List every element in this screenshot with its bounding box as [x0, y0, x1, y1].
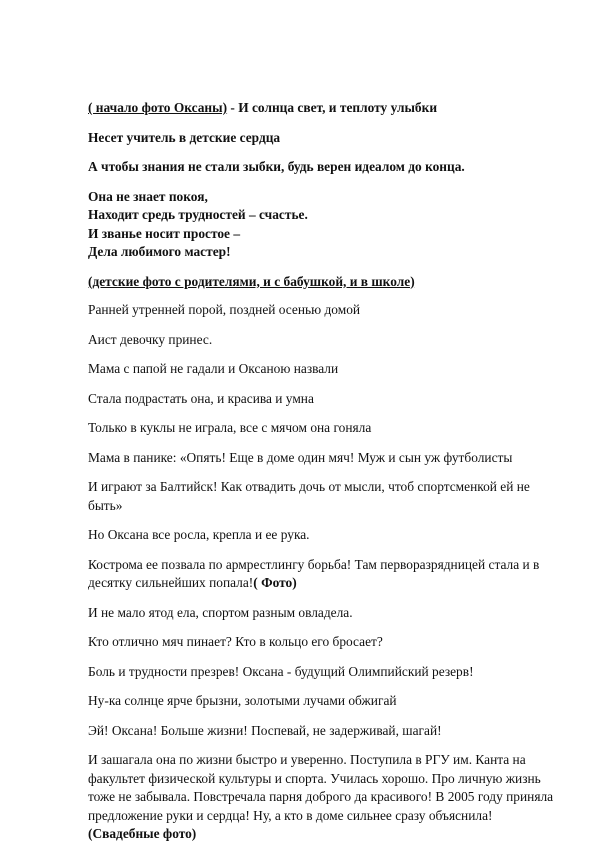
- verse-line-2: Несет учитель в детские сердца: [88, 129, 281, 145]
- paragraph: Ну-ка солнце ярче брызни, золотыми лучами обжигай: [88, 693, 397, 708]
- paragraph: [88, 751, 558, 844]
- paragraph: Аист девочку принес.: [88, 331, 213, 347]
- poem-stanza: [88, 188, 558, 262]
- paragraph: Боль и трудности презрев! Оксана - будущий Олимпийский резерв!: [88, 663, 474, 679]
- paragraph: Мама с папой не гадали и Оксаною назвали: [88, 361, 339, 376]
- paragraph: И играют за Балтийск! Как отвадить дочь от мысли, чтоб спортсменкой ей не быть»: [88, 479, 530, 513]
- paragraph: Мама в панике: «Опять! Еще в доме один мяч! Муж и сын уж футболисты: [88, 449, 513, 465]
- photo-note-oksana: ( начало фото Оксаны): [88, 100, 228, 115]
- poem-line: Дела любимого мастер!: [88, 244, 231, 259]
- paragraph: И не мало ятод ела, спортом разным овладела.: [88, 604, 353, 620]
- photo-note: ( Фото): [253, 575, 297, 590]
- photo-note-wedding: (Свадебные фото): [88, 826, 197, 841]
- paragraph: Но Оксана все росла, крепла и ее рука.: [88, 527, 310, 542]
- document-body: [88, 99, 558, 844]
- section-photo-note: (детские фото с родителями, и с бабушкой, и в школе): [88, 273, 415, 289]
- paragraph: Кто отлично мяч пинает? Кто в кольцо его бросает?: [88, 634, 383, 649]
- verse-line-3: А чтобы знания не стали зыбки, будь верен идеалом до конца.: [88, 159, 465, 174]
- paragraph: Стала подрастать она, и красива и умна: [88, 390, 314, 406]
- opening-line: [88, 99, 558, 118]
- paragraph-text: Кострома ее позвала по армрестлингу борьба! Там перворазрядницей стала и в десятку сильнейших попала!: [88, 556, 540, 590]
- paragraph: [88, 556, 558, 593]
- poem-line: Она не знает покоя,: [88, 188, 208, 204]
- paragraph: Эй! Оксана! Больше жизни! Поспевай, не задерживай, шагай!: [88, 722, 442, 738]
- poem-line: И званье носит простое –: [88, 225, 241, 241]
- opening-line-text: - И солнца свет, и теплоту улыбки: [227, 100, 438, 115]
- paragraph: Ранней утренней порой, поздней осенью домой: [88, 302, 361, 317]
- paragraph: Только в куклы не играла, все с мячом она гоняла: [88, 420, 372, 435]
- paragraph-text: И зашагала она по жизни быстро и уверенно. Поступила в РГУ им. Канта на факультет физической культуры и спорта. Училась хорошо. Про личную жизнь тоже не забывала. Повстречала парня доброго да красивого! В 2005 году приняла предложение руки и сердца! Ну, а кто в доме сильнее сразу объяснила!: [88, 752, 554, 823]
- poem-line: Находит средь трудностей – счастье.: [88, 207, 308, 222]
